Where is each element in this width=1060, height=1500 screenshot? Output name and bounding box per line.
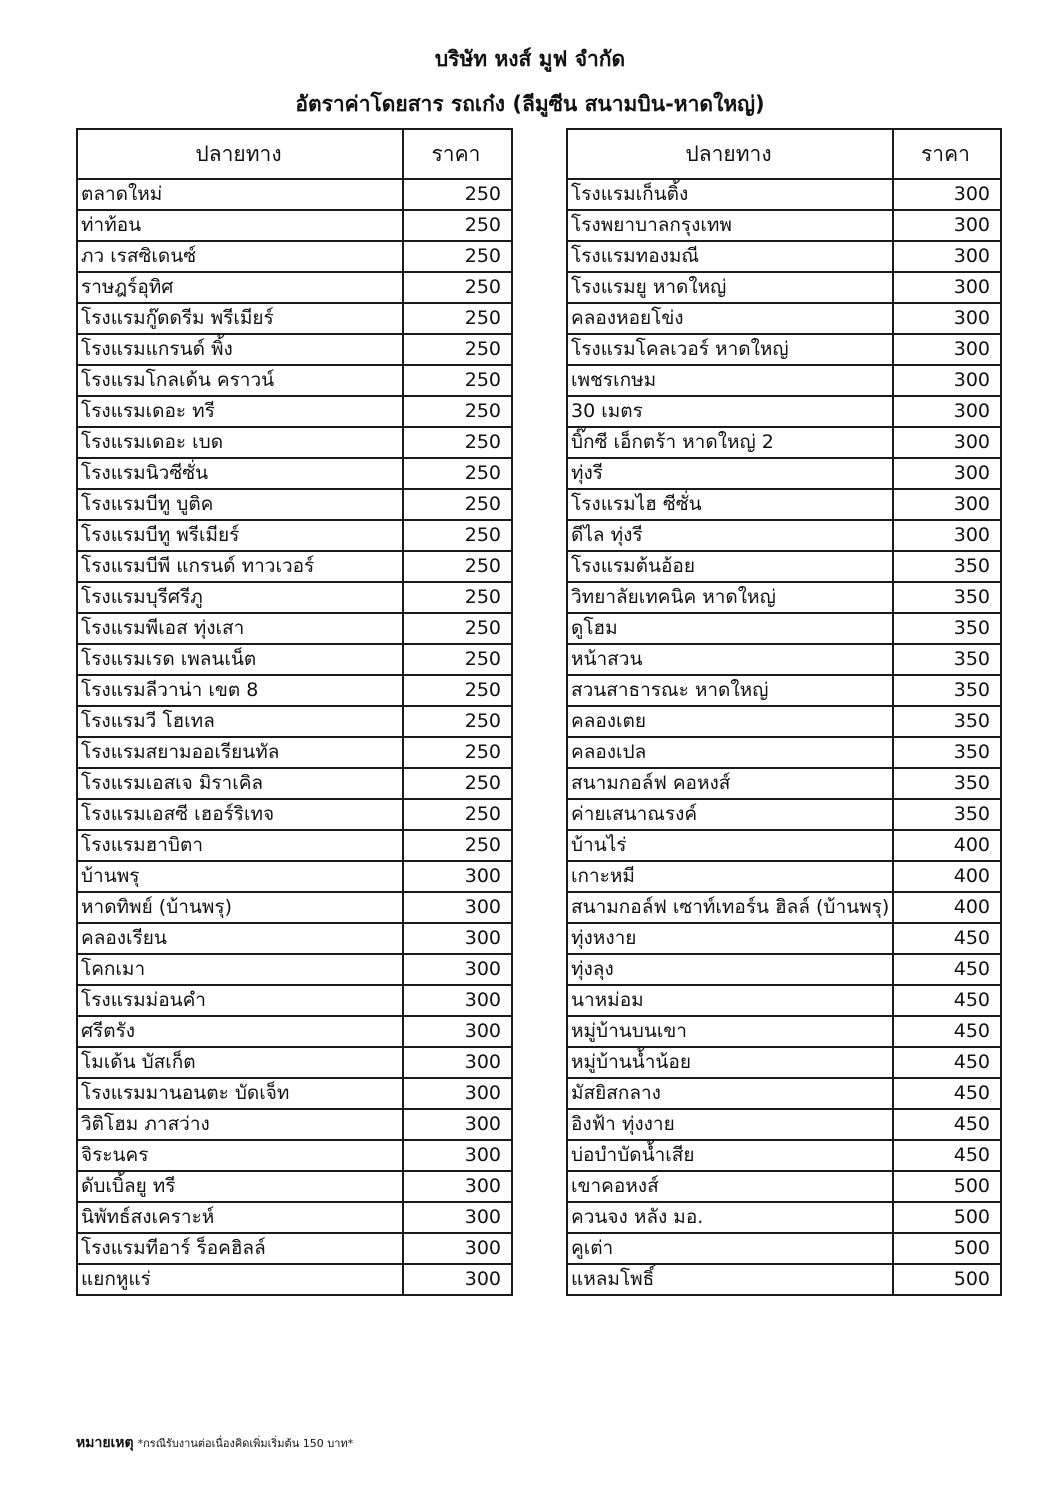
table-header-row — [567, 129, 1001, 179]
fare-table-right — [566, 128, 1002, 1296]
destination-cell: โรงแรมมานอนตะ บัดเจ็ท — [77, 1078, 403, 1109]
price-cell: 300 — [893, 179, 1001, 210]
destination-cell: โรงแรมเรด เพลนเน็ต — [77, 644, 403, 675]
price-cell: 400 — [893, 861, 1001, 892]
destination-cell: หมู่บ้านบนเขา — [567, 1016, 893, 1047]
destination-cell: นิพัทธ์สงเคราะห์ — [77, 1202, 403, 1233]
price-column-header: ราคา — [893, 129, 1001, 179]
table-row — [567, 334, 1001, 365]
destination-cell: ท่าท้อน — [77, 210, 403, 241]
footnote — [76, 1432, 353, 1454]
price-cell: 300 — [403, 923, 512, 954]
table-row — [77, 644, 512, 675]
price-cell: 350 — [893, 582, 1001, 613]
destination-cell: ภว เรสซิเดนซ์ — [77, 241, 403, 272]
table-row — [567, 768, 1001, 799]
table-row — [77, 551, 512, 582]
table-row — [77, 1109, 512, 1140]
price-cell: 250 — [403, 799, 512, 830]
destination-cell: จิระนคร — [77, 1140, 403, 1171]
destination-cell: โรงแรมบีทู บูติค — [77, 489, 403, 520]
price-cell: 300 — [893, 489, 1001, 520]
price-cell: 500 — [893, 1171, 1001, 1202]
destination-column-header: ปลายทาง — [77, 129, 403, 179]
destination-cell: ทุ่งรี — [567, 458, 893, 489]
price-cell: 300 — [403, 1202, 512, 1233]
destination-cell: โรงแรมสยามออเรียนทัล — [77, 737, 403, 768]
table-row — [567, 675, 1001, 706]
price-cell: 350 — [893, 551, 1001, 582]
destination-cell: โคกเมา — [77, 954, 403, 985]
price-cell: 250 — [403, 427, 512, 458]
table-row — [567, 799, 1001, 830]
price-cell: 300 — [403, 954, 512, 985]
destination-cell: วิติโฮม ภาสว่าง — [77, 1109, 403, 1140]
destination-cell: ตลาดใหม่ — [77, 179, 403, 210]
destination-cell: ดับเบิ้ลยู ทรี — [77, 1171, 403, 1202]
price-cell: 300 — [403, 861, 512, 892]
table-row — [77, 1171, 512, 1202]
destination-cell: เพชรเกษม — [567, 365, 893, 396]
destination-cell: บิ๊กซี เอ็กตร้า หาดใหญ่ 2 — [567, 427, 893, 458]
price-cell: 250 — [403, 613, 512, 644]
price-cell: 250 — [403, 365, 512, 396]
destination-cell: โรงแรมบีทู พรีเมียร์ — [77, 520, 403, 551]
table-row — [77, 1202, 512, 1233]
price-cell: 300 — [403, 1140, 512, 1171]
price-cell: 250 — [403, 303, 512, 334]
fare-table-left-body — [77, 179, 512, 1295]
price-cell: 250 — [403, 644, 512, 675]
footnote-text: *กรณีรับงานต่อเนื่องคิดเพิ่มเริ่มต้น 150 บาท* — [137, 1437, 354, 1450]
price-cell: 300 — [403, 1078, 512, 1109]
destination-cell: โรงพยาบาลกรุงเทพ — [567, 210, 893, 241]
destination-cell: ควนจง หลัง มอ. — [567, 1202, 893, 1233]
price-cell: 450 — [893, 954, 1001, 985]
price-column-header: ราคา — [403, 129, 512, 179]
table-row — [567, 830, 1001, 861]
table-row — [567, 1109, 1001, 1140]
price-cell: 400 — [893, 830, 1001, 861]
table-row — [567, 985, 1001, 1016]
destination-cell: โรงแรมเก็นติ้ง — [567, 179, 893, 210]
table-row — [567, 551, 1001, 582]
destination-cell: บ้านพรุ — [77, 861, 403, 892]
price-cell: 500 — [893, 1202, 1001, 1233]
table-row — [567, 644, 1001, 675]
price-cell: 300 — [893, 396, 1001, 427]
price-cell: 250 — [403, 737, 512, 768]
destination-cell: ดูโฮม — [567, 613, 893, 644]
price-cell: 350 — [893, 613, 1001, 644]
table-row — [77, 427, 512, 458]
destination-cell: ทุ่งหงาย — [567, 923, 893, 954]
table-row — [567, 489, 1001, 520]
price-cell: 300 — [403, 1264, 512, 1295]
destination-cell: โรงแรมลีวาน่า เขต 8 — [77, 675, 403, 706]
fare-table-right-body — [567, 179, 1001, 1295]
destination-cell: แยกหูแร่ — [77, 1264, 403, 1295]
destination-cell: บ่อบำบัดน้ำเสีย — [567, 1140, 893, 1171]
destination-cell: โรงแรมม่อนคำ — [77, 985, 403, 1016]
price-cell: 300 — [893, 272, 1001, 303]
price-cell: 250 — [403, 520, 512, 551]
destination-cell: คลองเปล — [567, 737, 893, 768]
price-cell: 450 — [893, 923, 1001, 954]
destination-cell: บ้านไร่ — [567, 830, 893, 861]
destination-cell: โรงแรมบุรีศรีภู — [77, 582, 403, 613]
price-cell: 350 — [893, 768, 1001, 799]
price-cell: 350 — [893, 675, 1001, 706]
price-cell: 250 — [403, 551, 512, 582]
destination-cell: คูเต่า — [567, 1233, 893, 1264]
price-cell: 300 — [403, 985, 512, 1016]
price-cell: 450 — [893, 1016, 1001, 1047]
price-cell: 350 — [893, 737, 1001, 768]
destination-cell: โรงแรมนิวซีซั่น — [77, 458, 403, 489]
price-cell: 300 — [403, 1171, 512, 1202]
table-row — [567, 241, 1001, 272]
footnote-label: หมายเหตุ — [76, 1435, 134, 1451]
destination-cell: เกาะหมี — [567, 861, 893, 892]
price-cell: 250 — [403, 768, 512, 799]
table-row — [567, 582, 1001, 613]
table-row — [77, 489, 512, 520]
destination-cell: โรงแรมเดอะ ทรี — [77, 396, 403, 427]
table-row — [567, 1264, 1001, 1295]
destination-cell: วิทยาลัยเทคนิค หาดใหญ่ — [567, 582, 893, 613]
destination-cell: โรงแรมทองมณี — [567, 241, 893, 272]
table-row — [77, 1016, 512, 1047]
price-cell: 250 — [403, 458, 512, 489]
destination-cell: โรงแรมยู หาดใหญ่ — [567, 272, 893, 303]
table-row — [567, 1140, 1001, 1171]
price-cell: 300 — [893, 241, 1001, 272]
price-cell: 450 — [893, 1047, 1001, 1078]
table-row — [567, 1078, 1001, 1109]
price-cell: 250 — [403, 272, 512, 303]
table-row — [77, 179, 512, 210]
price-cell: 250 — [403, 830, 512, 861]
table-row — [77, 892, 512, 923]
table-row — [77, 1233, 512, 1264]
price-cell: 300 — [893, 520, 1001, 551]
table-row — [77, 923, 512, 954]
table-header-row — [77, 129, 512, 179]
price-cell: 300 — [893, 427, 1001, 458]
destination-cell: โรงแรมเอสซี เฮอร์ริเทจ — [77, 799, 403, 830]
table-row — [567, 1171, 1001, 1202]
table-row — [77, 1264, 512, 1295]
price-cell: 350 — [893, 706, 1001, 737]
price-cell: 300 — [403, 892, 512, 923]
table-row — [77, 1047, 512, 1078]
destination-cell: โรงแรมแกรนด์ พิ้ง — [77, 334, 403, 365]
price-cell: 350 — [893, 799, 1001, 830]
destination-cell: เขาคอหงส์ — [567, 1171, 893, 1202]
price-cell: 250 — [403, 210, 512, 241]
destination-cell: ราษฎร์อุทิศ — [77, 272, 403, 303]
table-row — [567, 1233, 1001, 1264]
price-cell: 300 — [893, 303, 1001, 334]
destination-cell: ดีไล ทุ่งรี — [567, 520, 893, 551]
destination-cell: คลองเรียน — [77, 923, 403, 954]
destination-cell: แหลมโพธิ์ — [567, 1264, 893, 1295]
destination-column-header: ปลายทาง — [567, 129, 893, 179]
price-cell: 300 — [893, 365, 1001, 396]
table-row — [567, 272, 1001, 303]
table-row — [77, 210, 512, 241]
price-cell: 300 — [893, 334, 1001, 365]
destination-cell: โรงแรมบีพี แกรนด์ ทาวเวอร์ — [77, 551, 403, 582]
destination-cell: 30 เมตร — [567, 396, 893, 427]
table-row — [77, 799, 512, 830]
price-cell: 250 — [403, 241, 512, 272]
table-row — [77, 365, 512, 396]
destination-cell: ศรีตรัง — [77, 1016, 403, 1047]
destination-cell: โรงแรมโกลเด้น คราวน์ — [77, 365, 403, 396]
destination-cell: ค่ายเสนาณรงค์ — [567, 799, 893, 830]
table-row — [567, 613, 1001, 644]
price-cell: 300 — [893, 458, 1001, 489]
destination-cell: หมู่บ้านน้ำน้อย — [567, 1047, 893, 1078]
destination-cell: สวนสาธารณะ หาดใหญ่ — [567, 675, 893, 706]
table-row — [567, 861, 1001, 892]
price-cell: 500 — [893, 1233, 1001, 1264]
destination-cell: โรงแรมวี โฮเทล — [77, 706, 403, 737]
price-cell: 250 — [403, 675, 512, 706]
table-row — [77, 1078, 512, 1109]
destination-cell: หาดทิพย์ (บ้านพรุ) — [77, 892, 403, 923]
table-row — [77, 520, 512, 551]
table-row — [567, 923, 1001, 954]
price-cell: 450 — [893, 985, 1001, 1016]
destination-cell: คลองเตย — [567, 706, 893, 737]
table-row — [567, 210, 1001, 241]
table-row — [77, 737, 512, 768]
table-row — [567, 179, 1001, 210]
price-cell: 450 — [893, 1078, 1001, 1109]
table-row — [77, 675, 512, 706]
destination-cell: โรงแรมพีเอส ทุ่งเสา — [77, 613, 403, 644]
destination-cell: โมเด้น บัสเก็ต — [77, 1047, 403, 1078]
table-row — [77, 241, 512, 272]
price-cell: 250 — [403, 334, 512, 365]
destination-cell: โรงแรมต้นอ้อย — [567, 551, 893, 582]
table-row — [77, 861, 512, 892]
table-row — [567, 1016, 1001, 1047]
table-row — [77, 582, 512, 613]
price-cell: 350 — [893, 644, 1001, 675]
destination-cell: โรงแรมไฮ ซีซั่น — [567, 489, 893, 520]
price-cell: 400 — [893, 892, 1001, 923]
price-cell: 500 — [893, 1264, 1001, 1295]
table-row — [77, 272, 512, 303]
page-title: อัตราค่าโดยสาร รถเก๋ง (ลีมูซีน สนามบิน-หาดใหญ่) — [295, 92, 765, 116]
price-cell: 300 — [893, 210, 1001, 241]
company-name: บริษัท หงส์ มูฟ จำกัด — [434, 47, 626, 71]
table-row — [567, 1047, 1001, 1078]
table-row — [77, 458, 512, 489]
table-row — [567, 1202, 1001, 1233]
price-cell: 250 — [403, 706, 512, 737]
table-row — [77, 334, 512, 365]
price-cell: 300 — [403, 1016, 512, 1047]
destination-cell: โรงแรมโคลเวอร์ หาดใหญ่ — [567, 334, 893, 365]
table-row — [77, 303, 512, 334]
table-row — [77, 954, 512, 985]
table-row — [567, 954, 1001, 985]
table-row — [567, 303, 1001, 334]
destination-cell: สนามกอล์ฟ เซาท์เทอร์น ฮิลล์ (บ้านพรุ) — [567, 892, 893, 923]
destination-cell: อิงฟ้า ทุ่งงาย — [567, 1109, 893, 1140]
destination-cell: คลองหอยโข่ง — [567, 303, 893, 334]
table-row — [567, 458, 1001, 489]
price-cell: 450 — [893, 1109, 1001, 1140]
table-row — [77, 706, 512, 737]
price-cell: 450 — [893, 1140, 1001, 1171]
price-cell: 300 — [403, 1047, 512, 1078]
table-row — [567, 892, 1001, 923]
destination-cell: โรงแรมกู๊ดดรีม พรีเมียร์ — [77, 303, 403, 334]
destination-cell: โรงแรมทีอาร์ ร็อคฮิลล์ — [77, 1233, 403, 1264]
price-cell: 250 — [403, 489, 512, 520]
destination-cell: ทุ่งลุง — [567, 954, 893, 985]
price-cell: 300 — [403, 1233, 512, 1264]
table-row — [567, 396, 1001, 427]
table-row — [77, 613, 512, 644]
price-cell: 300 — [403, 1109, 512, 1140]
table-row — [77, 768, 512, 799]
price-cell: 250 — [403, 582, 512, 613]
table-row — [567, 365, 1001, 396]
destination-cell: หน้าสวน — [567, 644, 893, 675]
fare-table-left — [76, 128, 513, 1296]
destination-cell: สนามกอล์ฟ คอหงส์ — [567, 768, 893, 799]
table-row — [567, 737, 1001, 768]
table-row — [77, 1140, 512, 1171]
destination-cell: โรงแรมเดอะ เบด — [77, 427, 403, 458]
price-cell: 250 — [403, 179, 512, 210]
table-row — [567, 520, 1001, 551]
destination-cell: โรงแรมเอสเจ มิราเคิล — [77, 768, 403, 799]
table-row — [77, 830, 512, 861]
destination-cell: มัสยิสกลาง — [567, 1078, 893, 1109]
table-row — [567, 427, 1001, 458]
destination-cell: โรงแรมฮาบิตา — [77, 830, 403, 861]
price-cell: 250 — [403, 396, 512, 427]
destination-cell: นาหม่อม — [567, 985, 893, 1016]
table-row — [567, 706, 1001, 737]
table-row — [77, 985, 512, 1016]
table-row — [77, 396, 512, 427]
